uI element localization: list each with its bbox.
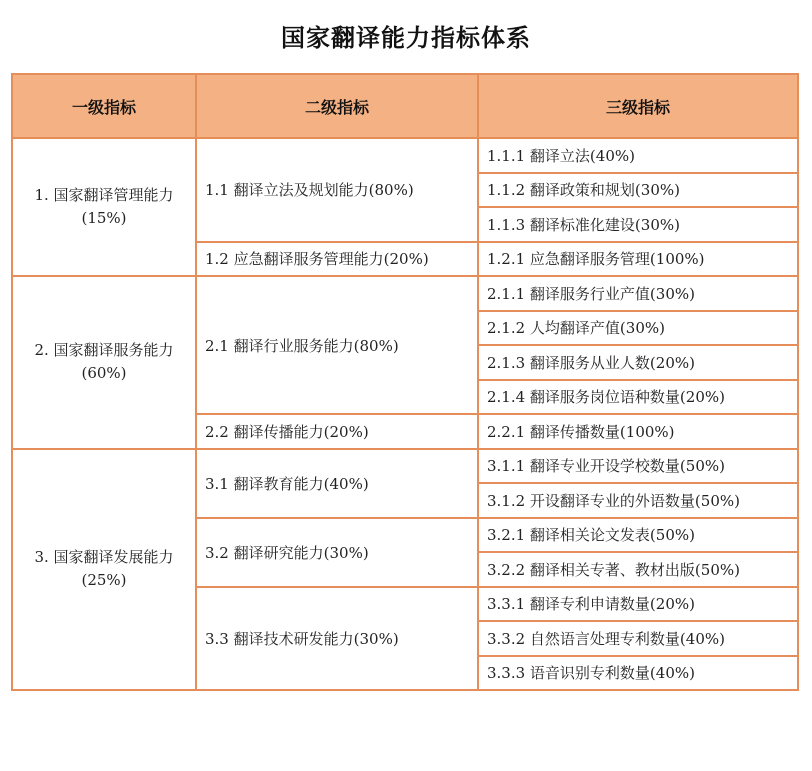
level2-cell: 2.2 翻译传播能力(20%) <box>196 414 478 449</box>
indicator-table <box>11 73 799 691</box>
header-level3: 三级指标 <box>478 74 798 138</box>
table-row <box>12 449 798 484</box>
level2-cell: 3.2 翻译研究能力(30%) <box>196 518 478 587</box>
level3-cell: 3.1.2 开设翻译专业的外语数量(50%) <box>478 483 798 518</box>
level1-name: 3. 国家翻译发展能力 <box>34 548 174 567</box>
header-level1: 一级指标 <box>12 74 196 138</box>
level3-cell: 3.2.2 翻译相关专著、教材出版(50%) <box>478 552 798 587</box>
level2-cell: 3.3 翻译技术研发能力(30%) <box>196 587 478 691</box>
page-title: 国家翻译能力指标体系 <box>281 24 531 52</box>
level3-cell: 2.1.3 翻译服务从业人数(20%) <box>478 345 798 380</box>
level3-cell: 3.3.1 翻译专利申请数量(20%) <box>478 587 798 622</box>
table-row <box>12 138 798 173</box>
level2-cell: 1.1 翻译立法及规划能力(80%) <box>196 138 478 242</box>
level1-cell <box>12 276 196 449</box>
level1-weight: (60%) <box>81 364 127 383</box>
level2-cell: 1.2 应急翻译服务管理能力(20%) <box>196 242 478 277</box>
level1-cell <box>12 138 196 276</box>
level1-name: 2. 国家翻译服务能力 <box>34 341 174 360</box>
level3-cell: 1.2.1 应急翻译服务管理(100%) <box>478 242 798 277</box>
table-header-row <box>12 74 798 138</box>
level3-cell: 2.2.1 翻译传播数量(100%) <box>478 414 798 449</box>
table-body <box>12 138 798 690</box>
level3-cell: 3.1.1 翻译专业开设学校数量(50%) <box>478 449 798 484</box>
level1-weight: (15%) <box>81 209 127 227</box>
level3-cell: 1.1.3 翻译标准化建设(30%) <box>478 207 798 242</box>
level1-name: 1. 国家翻译管理能力 <box>34 186 174 204</box>
level2-cell: 3.1 翻译教育能力(40%) <box>196 449 478 518</box>
level3-cell: 3.2.1 翻译相关论文发表(50%) <box>478 518 798 553</box>
table-row <box>12 276 798 311</box>
level3-cell: 2.1.1 翻译服务行业产值(30%) <box>478 276 798 311</box>
level3-cell: 3.3.3 语音识别专利数量(40%) <box>478 656 798 691</box>
level2-cell: 2.1 翻译行业服务能力(80%) <box>196 276 478 414</box>
level3-cell: 3.3.2 自然语言处理专利数量(40%) <box>478 621 798 656</box>
level3-cell: 1.1.1 翻译立法(40%) <box>478 138 798 173</box>
level3-cell: 2.1.2 人均翻译产值(30%) <box>478 311 798 346</box>
level3-cell: 2.1.4 翻译服务岗位语种数量(20%) <box>478 380 798 415</box>
level1-weight: (25%) <box>81 571 127 590</box>
level3-cell: 1.1.2 翻译政策和规划(30%) <box>478 173 798 208</box>
header-level2: 二级指标 <box>196 74 478 138</box>
level1-cell <box>12 449 196 691</box>
